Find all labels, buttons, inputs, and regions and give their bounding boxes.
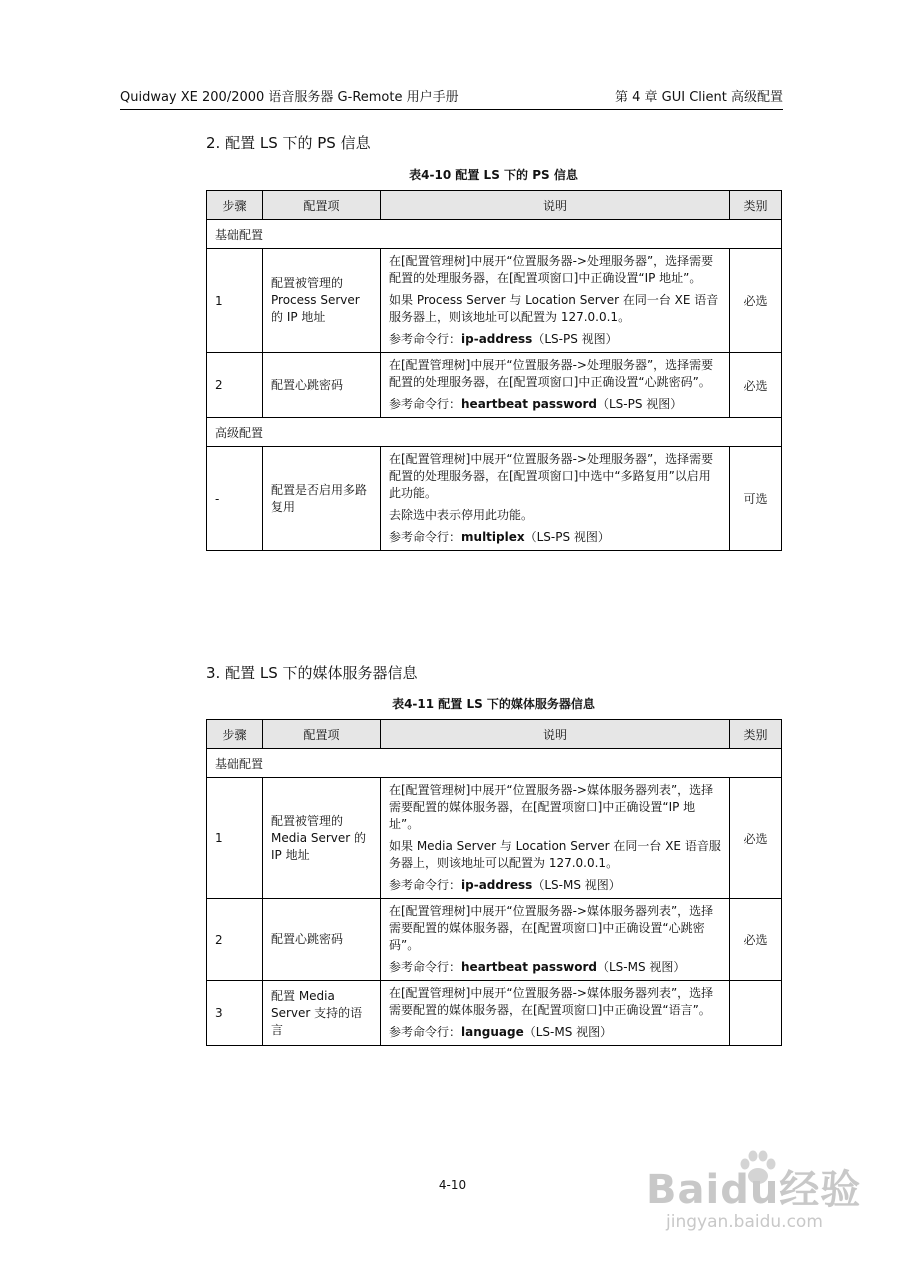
description-text: 在[配置管理树]中展开“位置服务器->处理服务器”，选择需要配置的处理服务器，在[配置项窗口]中正确设置“IP 地址”。 [389, 254, 714, 285]
description-text: 在[配置管理树]中展开“位置服务器->媒体服务器列表”，选择需要配置的媒体服务器，在[配置项窗口]中正确设置“语言”。 [389, 986, 714, 1017]
group-row-basic [207, 220, 782, 249]
command-reference: 参考命令行：multiplex（LS-PS 视图） [389, 530, 610, 544]
command-name: multiplex [461, 530, 525, 544]
table-row [207, 353, 782, 418]
description-text: 在[配置管理树]中展开“位置服务器->处理服务器”，选择需要配置的处理服务器，在[配置项窗口]中选中“多路复用”以启用此功能。 [389, 452, 714, 500]
command-name: heartbeat password [461, 960, 597, 974]
description-note: 去除选中表示停用此功能。 [389, 508, 534, 522]
description-note: 如果 Process Server 与 Location Server 在同一台 XE 语音服务器上，则该地址可以配置为 127.0.0.1。 [389, 293, 719, 324]
table-ps-config [206, 190, 782, 551]
baidu-watermark [640, 1148, 870, 1244]
description-cell [381, 249, 730, 353]
column-header-step: 步骤 [207, 720, 263, 749]
table-header-row [207, 191, 782, 220]
description-text: 在[配置管理树]中展开“位置服务器->媒体服务器列表”，选择需要配置的媒体服务器，在[配置项窗口]中正确设置“IP 地址”。 [389, 783, 714, 831]
description-cell [381, 899, 730, 981]
table-row [207, 447, 782, 551]
description-text: 在[配置管理树]中展开“位置服务器->媒体服务器列表”，选择需要配置的媒体服务器，在[配置项窗口]中正确设置“心跳密码”。 [389, 904, 714, 952]
description-cell [381, 981, 730, 1046]
table-caption-4-10: 表4-10 配置 LS 下的 PS 信息 [409, 168, 578, 182]
column-header-step: 步骤 [207, 191, 263, 220]
step-cell: 1 [207, 249, 263, 353]
group-label: 基础配置 [207, 749, 782, 778]
category-cell: 必选 [730, 778, 782, 899]
config-item-cell: 配置心跳密码 [263, 353, 381, 418]
section-title-media-server: 3. 配置 LS 下的媒体服务器信息 [206, 664, 418, 682]
config-item-cell: 配置被管理的 Media Server 的 IP 地址 [263, 778, 381, 899]
command-name: language [461, 1025, 524, 1039]
header-chapter-title: 第 4 章 GUI Client 高级配置 [615, 90, 783, 105]
category-cell: 必选 [730, 249, 782, 353]
command-name: ip-address [461, 332, 533, 346]
config-item-cell: 配置是否启用多路复用 [263, 447, 381, 551]
command-reference: 参考命令行：heartbeat password（LS-PS 视图） [389, 397, 683, 411]
table-header-row [207, 720, 782, 749]
description-cell [381, 353, 730, 418]
table-media-server-config [206, 719, 782, 1046]
description-cell [381, 778, 730, 899]
watermark-url: jingyan.baidu.com [666, 1212, 823, 1232]
table-row [207, 778, 782, 899]
step-cell: 3 [207, 981, 263, 1046]
command-reference: 参考命令行：ip-address（LS-PS 视图） [389, 332, 618, 346]
category-cell: 必选 [730, 899, 782, 981]
description-note: 如果 Media Server 与 Location Server 在同一台 XE 语音服务器上，则该地址可以配置为 127.0.0.1。 [389, 839, 721, 870]
column-header-item: 配置项 [263, 720, 381, 749]
command-name: heartbeat password [461, 397, 597, 411]
config-item-cell: 配置心跳密码 [263, 899, 381, 981]
group-label: 基础配置 [207, 220, 782, 249]
category-cell [730, 981, 782, 1046]
category-cell: 可选 [730, 447, 782, 551]
step-cell: 2 [207, 899, 263, 981]
running-header [120, 86, 783, 110]
page-number: 4-10 [438, 1178, 467, 1192]
header-manual-title: Quidway XE 200/2000 语音服务器 G-Remote 用户手册 [120, 90, 459, 105]
description-text: 在[配置管理树]中展开“位置服务器->处理服务器”，选择需要配置的处理服务器，在[配置项窗口]中正确设置“心跳密码”。 [389, 358, 714, 389]
group-row-advanced [207, 418, 782, 447]
step-cell: 2 [207, 353, 263, 418]
column-header-description: 说明 [381, 191, 730, 220]
category-cell: 必选 [730, 353, 782, 418]
step-cell: 1 [207, 778, 263, 899]
table-row [207, 249, 782, 353]
group-label: 高级配置 [207, 418, 782, 447]
command-name: ip-address [461, 878, 533, 892]
config-item-cell: 配置 Media Server 支持的语言 [263, 981, 381, 1046]
description-cell [381, 447, 730, 551]
group-row-basic [207, 749, 782, 778]
table-caption-4-11: 表4-11 配置 LS 下的媒体服务器信息 [392, 697, 595, 711]
step-cell: - [207, 447, 263, 551]
command-reference: 参考命令行：heartbeat password（LS-MS 视图） [389, 960, 686, 974]
table-row [207, 981, 782, 1046]
watermark-logo: Baidu经验 [646, 1167, 862, 1213]
command-reference: 参考命令行：language（LS-MS 视图） [389, 1025, 613, 1039]
command-reference: 参考命令行：ip-address（LS-MS 视图） [389, 878, 621, 892]
column-header-description: 说明 [381, 720, 730, 749]
column-header-item: 配置项 [263, 191, 381, 220]
column-header-category: 类别 [730, 720, 782, 749]
config-item-cell: 配置被管理的 Process Server 的 IP 地址 [263, 249, 381, 353]
section-title-ps: 2. 配置 LS 下的 PS 信息 [206, 134, 371, 152]
table-row [207, 899, 782, 981]
column-header-category: 类别 [730, 191, 782, 220]
